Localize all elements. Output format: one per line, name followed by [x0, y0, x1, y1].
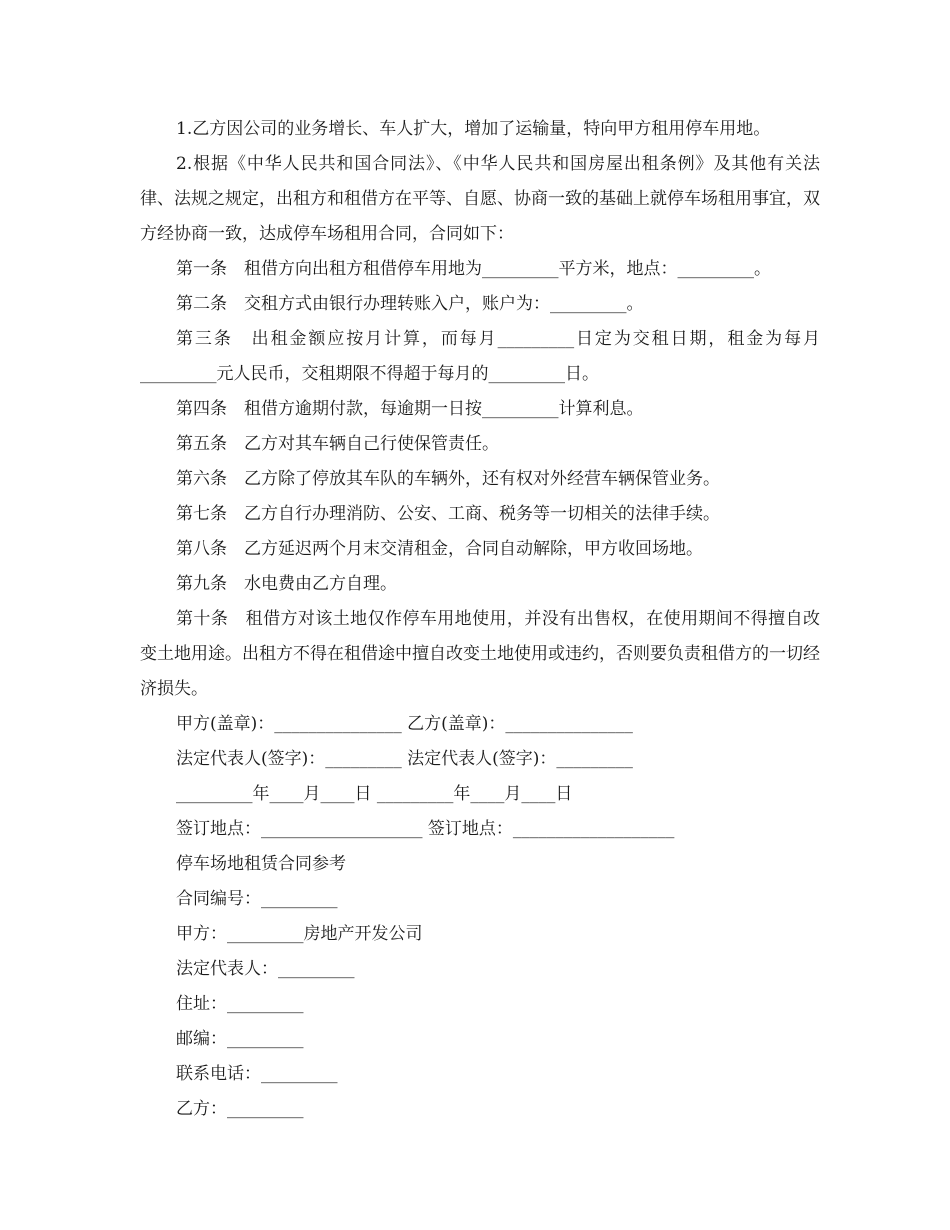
reference-title: 停车场地租赁合同参考	[176, 854, 346, 874]
clause-1: 第一条 租借方向出租方租借停车用地为_________平方米，地点：_________。	[176, 259, 771, 279]
party-a-line: 甲方：_________房地产开发公司	[176, 924, 423, 944]
clause-3: 第三条 出租金额应按月计算，而每月_________日定为交租日期，租金为每月_________元人民币，交租期限不得超于每月的_________日。	[140, 329, 820, 384]
clause-8: 第八条 乙方延迟两个月末交清租金，合同自动解除，甲方收回场地。	[176, 539, 703, 559]
signature-seal-line: 甲方(盖章)：_______________ 乙方(盖章)：_______________	[176, 714, 633, 734]
contract-number-line: 合同编号：_________	[176, 889, 338, 909]
party-b-line: 乙方：_________	[176, 1099, 304, 1119]
clause-intro-2: 2.根据《中华人民共和国合同法》、《中华人民共和国房屋出租条例》及其他有关法律、法规之规定，出租方和租借方在平等、自愿、协商一致的基础上就停车场租用事宜，双方经协商一致，达成停车场租用合同，合同如下：	[140, 154, 820, 244]
signature-representative-line: 法定代表人(签字)：_________ 法定代表人(签字)：_________	[176, 749, 633, 769]
clause-intro-1: 1.乙方因公司的业务增长、车人扩大，增加了运输量，特向甲方租用停车用地。	[176, 119, 771, 139]
reference-contract-block	[140, 847, 820, 1127]
postcode-line: 邮编：_________	[176, 1029, 304, 1049]
signature-date-line: _________年____月____日 _________年____月____日	[176, 784, 573, 804]
clause-6: 第六条 乙方除了停放其车队的车辆外，还有权对外经营车辆保管业务。	[176, 469, 720, 489]
legal-representative-line: 法定代表人：_________	[176, 959, 355, 979]
clause-2: 第二条 交租方式由银行办理转账入户，账户为：_________。	[176, 294, 644, 314]
signature-place-line: 签订地点：___________________ 签订地点：___________________	[176, 819, 675, 839]
signature-block	[140, 707, 820, 847]
clause-10: 第十条 租借方对该土地仅作停车用地使用，并没有出售权，在使用期间不得擅自改变土地用途。出租方不得在租借途中擅自改变土地使用或违约，否则要负责租借方的一切经济损失。	[140, 609, 820, 699]
clause-5: 第五条 乙方对其车辆自己行使保管责任。	[176, 434, 499, 454]
clause-7: 第七条 乙方自行办理消防、公安、工商、税务等一切相关的法律手续。	[176, 504, 720, 524]
clause-4: 第四条 租借方逾期付款，每逾期一日按_________计算利息。	[176, 399, 644, 419]
address-line: 住址：_________	[176, 994, 304, 1014]
contract-page	[140, 112, 820, 1127]
phone-line: 联系电话：_________	[176, 1064, 338, 1084]
clause-9: 第九条 水电费由乙方自理。	[176, 574, 397, 594]
